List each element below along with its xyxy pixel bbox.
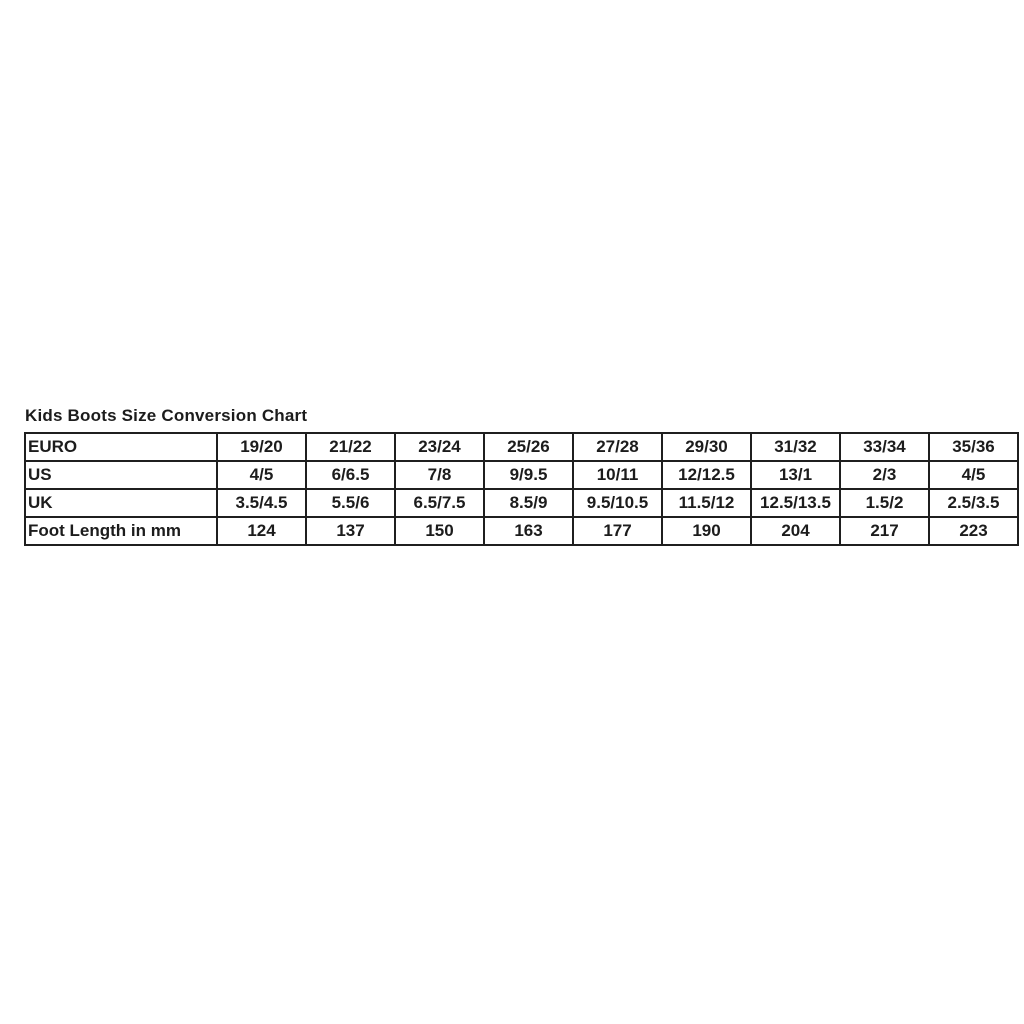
table-cell: 6/6.5 bbox=[306, 461, 395, 489]
table-row-euro bbox=[25, 433, 1018, 461]
table-cell: 19/20 bbox=[217, 433, 306, 461]
table-cell: 124 bbox=[217, 517, 306, 545]
table-cell: 12.5/13.5 bbox=[751, 489, 840, 517]
table-cell: 217 bbox=[840, 517, 929, 545]
row-label-foot-length: Foot Length in mm bbox=[25, 517, 217, 545]
table-cell: 223 bbox=[929, 517, 1018, 545]
table-cell: 13/1 bbox=[751, 461, 840, 489]
table-cell: 21/22 bbox=[306, 433, 395, 461]
table-row-uk bbox=[25, 489, 1018, 517]
table-cell: 5.5/6 bbox=[306, 489, 395, 517]
table-cell: 1.5/2 bbox=[840, 489, 929, 517]
table-cell: 177 bbox=[573, 517, 662, 545]
table-cell: 23/24 bbox=[395, 433, 484, 461]
table-cell: 33/34 bbox=[840, 433, 929, 461]
table-cell: 4/5 bbox=[929, 461, 1018, 489]
table-cell: 150 bbox=[395, 517, 484, 545]
size-conversion-table bbox=[24, 432, 1019, 546]
table-cell: 10/11 bbox=[573, 461, 662, 489]
table-cell: 27/28 bbox=[573, 433, 662, 461]
table-row-us bbox=[25, 461, 1018, 489]
table-cell: 2.5/3.5 bbox=[929, 489, 1018, 517]
table-cell: 9/9.5 bbox=[484, 461, 573, 489]
table-cell: 11.5/12 bbox=[662, 489, 751, 517]
row-label-us: US bbox=[25, 461, 217, 489]
table-cell: 25/26 bbox=[484, 433, 573, 461]
table-row-foot-length bbox=[25, 517, 1018, 545]
table-cell: 4/5 bbox=[217, 461, 306, 489]
table-cell: 7/8 bbox=[395, 461, 484, 489]
table-cell: 8.5/9 bbox=[484, 489, 573, 517]
table-cell: 35/36 bbox=[929, 433, 1018, 461]
table-cell: 3.5/4.5 bbox=[217, 489, 306, 517]
table-cell: 2/3 bbox=[840, 461, 929, 489]
table-cell: 31/32 bbox=[751, 433, 840, 461]
table-cell: 163 bbox=[484, 517, 573, 545]
table-cell: 137 bbox=[306, 517, 395, 545]
table-cell: 29/30 bbox=[662, 433, 751, 461]
row-label-uk: UK bbox=[25, 489, 217, 517]
table-cell: 12/12.5 bbox=[662, 461, 751, 489]
page-title: Kids Boots Size Conversion Chart bbox=[25, 406, 308, 425]
table-cell: 204 bbox=[751, 517, 840, 545]
table-cell: 6.5/7.5 bbox=[395, 489, 484, 517]
table-cell: 190 bbox=[662, 517, 751, 545]
table-body bbox=[25, 433, 1018, 545]
table-cell: 9.5/10.5 bbox=[573, 489, 662, 517]
row-label-euro: EURO bbox=[25, 433, 217, 461]
